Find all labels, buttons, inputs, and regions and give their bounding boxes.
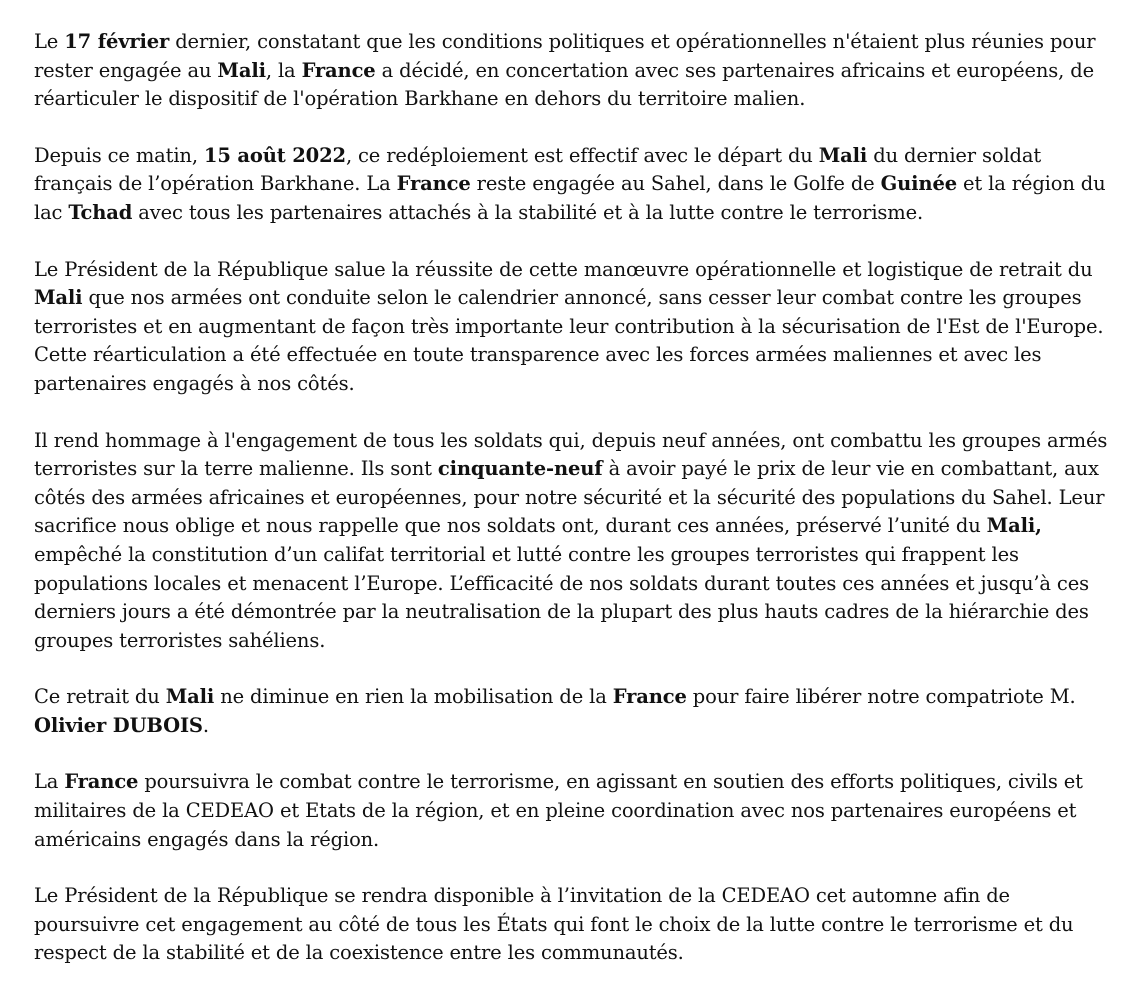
text-run: poursuivra le combat contre le terrorisme, en agissant en soutien des efforts politiques, civils et militaires de la CEDEAO et Etats de la région, et en pleine coordination avec nos partenaires européens et américains engagés dans la région. xyxy=(34,770,1083,851)
bold-country: Guinée xyxy=(880,172,957,196)
text-run: ne diminue en rien la mobilisation de la xyxy=(214,685,613,709)
text-run: Ce retrait du xyxy=(34,685,166,709)
paragraph xyxy=(34,142,1114,228)
text-run: reste engagée au Sahel, dans le Golfe de xyxy=(470,172,881,196)
text-run: Le Président de la République se rendra disponible à l’invitation de la CEDEAO cet automne afin de poursuivre cet engagement au côté de tous les États qui font le choix de la lutte contre le terrorisme et du respect de la stabilité et de la coexistence entre les communautés. xyxy=(34,884,1074,965)
document-body xyxy=(34,28,1114,996)
text-run: . xyxy=(202,713,209,737)
bold-country: Mali, xyxy=(986,514,1042,538)
bold-date: 15 août 2022 xyxy=(203,143,346,167)
bold-country: France xyxy=(612,685,687,709)
bold-number: cinquante-neuf xyxy=(437,457,603,481)
bold-country: France xyxy=(64,770,139,794)
bold-date: 17 février xyxy=(64,30,170,53)
text-run: Le xyxy=(34,30,65,53)
bold-country: Mali xyxy=(217,58,266,82)
text-run: que nos armées ont conduite selon le calendrier annoncé, sans cesser leur combat contre les groupes terroristes et en augmentant de façon très importante leur contribution à la sécurisation de l'Est de l'Europe. Cette réarticulation a été effectuée en toute transparence avec les forces armées maliennes et avec les partenaires engagés à nos côtés. xyxy=(34,286,1104,395)
paragraph xyxy=(34,256,1114,399)
bold-country: Mali xyxy=(818,143,868,167)
text-run: Depuis ce matin, xyxy=(34,143,204,167)
text-run: à avoir payé le prix de leur vie en combattant, aux côtés des armées africaines et européennes, pour notre sécurité et la sécurité des populations du Sahel. Leur sacrifice nous oblige et nous rappelle que nos soldats ont, durant ces années, préservé l’unité du xyxy=(34,457,1105,538)
text-run: Le Président de la République salue la réussite de cette manœuvre opérationnelle et logistique de retrait du xyxy=(34,257,1093,281)
bold-country: Mali xyxy=(165,685,215,709)
text-run: dernier, constatant que les conditions politiques et opérationnelles n'étaient plus réunies pour rester engagée au xyxy=(34,30,1096,82)
text-run: pour faire libérer notre compatriote M. xyxy=(686,685,1076,709)
bold-country: Mali xyxy=(34,286,83,310)
bold-country: Tchad xyxy=(68,200,133,224)
bold-person-name: Olivier DUBOIS xyxy=(34,713,203,737)
bold-country: France xyxy=(301,58,376,82)
paragraph xyxy=(34,882,1114,968)
text-run: , ce redéploiement est effectif avec le départ du xyxy=(345,143,819,167)
paragraph xyxy=(34,768,1114,854)
text-run: empêché la constitution d’un califat territorial et lutté contre les groupes terroristes qui frappent les populations locales et menacent l’Europe. L’efficacité de nos soldats durant toutes ces années et jusqu’à ces derniers jours a été démontrée par la neutralisation de la plupart des plus hauts cadres de la hiérarchie des groupes terroristes sahéliens. xyxy=(34,542,1089,652)
paragraph xyxy=(34,683,1114,740)
text-run: du dernier soldat français de l’opération Barkhane. La xyxy=(34,143,1042,196)
paragraph xyxy=(34,28,1114,114)
paragraph xyxy=(34,427,1114,656)
text-run: Il rend hommage à l'engagement de tous les soldats qui, depuis neuf années, ont combattu les groupes armés terroristes sur la terre malienne. Ils sont xyxy=(34,428,1108,481)
text-run: avec tous les partenaires attachés à la stabilité et à la lutte contre le terrorisme. xyxy=(132,200,924,224)
bold-country: France xyxy=(396,172,471,196)
text-run: et la région du lac xyxy=(34,172,1106,224)
text-run: , la xyxy=(265,58,302,82)
text-run: La xyxy=(34,770,65,794)
text-run: a décidé, en concertation avec ses partenaires africains et européens, de réarticuler le dispositif de l'opération Barkhane en dehors du territoire malien. xyxy=(34,58,1094,111)
